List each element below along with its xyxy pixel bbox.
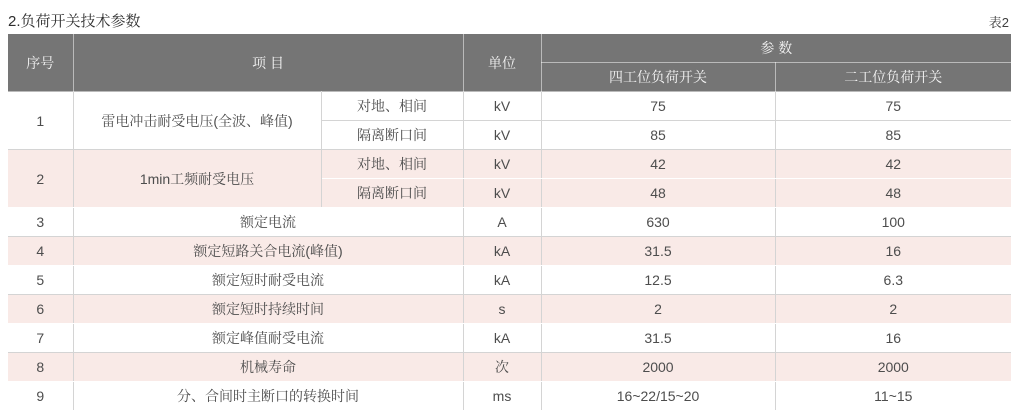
sub-item-cell: 对地、相间 xyxy=(321,92,463,121)
sub-item-cell: 隔离断口间 xyxy=(321,179,463,208)
value-four-position-cell: 2 xyxy=(541,295,775,324)
value-two-position-cell: 2 xyxy=(775,295,1011,324)
item-cell: 额定短时耐受电流 xyxy=(73,266,463,295)
row-number-cell: 4 xyxy=(8,237,73,266)
table-row xyxy=(8,324,1011,353)
unit-cell: kA xyxy=(463,266,541,295)
item-cell: 额定电流 xyxy=(73,208,463,237)
row-number-cell: 6 xyxy=(8,295,73,324)
item-cell: 1min工频耐受电压 xyxy=(73,150,321,208)
unit-cell: kV xyxy=(463,92,541,121)
unit-cell: s xyxy=(463,295,541,324)
value-two-position-cell: 75 xyxy=(775,92,1011,121)
sub-item-cell: 隔离断口间 xyxy=(321,121,463,150)
value-four-position-cell: 31.5 xyxy=(541,237,775,266)
row-number-cell: 5 xyxy=(8,266,73,295)
row-number-cell: 1 xyxy=(8,92,73,150)
row-number-cell: 9 xyxy=(8,382,73,410)
row-number-cell: 8 xyxy=(8,353,73,382)
item-cell: 雷电冲击耐受电压(全波、峰值) xyxy=(73,92,321,150)
value-two-position-cell: 100 xyxy=(775,208,1011,237)
table-row xyxy=(8,295,1011,324)
unit-cell: kV xyxy=(463,150,541,179)
item-cell: 额定峰值耐受电流 xyxy=(73,324,463,353)
table-row xyxy=(8,353,1011,382)
value-four-position-cell: 75 xyxy=(541,92,775,121)
value-four-position-cell: 48 xyxy=(541,179,775,208)
table-row xyxy=(8,382,1011,410)
value-two-position-cell: 16 xyxy=(775,324,1011,353)
item-cell: 额定短路关合电流(峰值) xyxy=(73,237,463,266)
table-row xyxy=(8,208,1011,237)
unit-cell: kA xyxy=(463,324,541,353)
header-col-four-position: 四工位负荷开关 xyxy=(541,63,775,92)
value-two-position-cell: 6.3 xyxy=(775,266,1011,295)
parameters-table xyxy=(8,34,1011,410)
value-four-position-cell: 85 xyxy=(541,121,775,150)
unit-cell: 次 xyxy=(463,353,541,382)
table-row xyxy=(8,92,1011,121)
title-bar xyxy=(0,0,1013,34)
value-four-position-cell: 16~22/15~20 xyxy=(541,382,775,410)
value-four-position-cell: 42 xyxy=(541,150,775,179)
section-title: 2.负荷开关技术参数 xyxy=(8,13,141,30)
item-cell: 机械寿命 xyxy=(73,353,463,382)
unit-cell: kV xyxy=(463,121,541,150)
row-number-cell: 7 xyxy=(8,324,73,353)
unit-cell: A xyxy=(463,208,541,237)
table-row xyxy=(8,266,1011,295)
value-four-position-cell: 12.5 xyxy=(541,266,775,295)
item-cell: 额定短时持续时间 xyxy=(73,295,463,324)
value-two-position-cell: 16 xyxy=(775,237,1011,266)
header-col-unit: 单位 xyxy=(463,34,541,92)
value-two-position-cell: 2000 xyxy=(775,353,1011,382)
value-four-position-cell: 31.5 xyxy=(541,324,775,353)
unit-cell: kA xyxy=(463,237,541,266)
table-number-label: 表2 xyxy=(988,15,1009,30)
value-two-position-cell: 42 xyxy=(775,150,1011,179)
header-col-param: 参 数 xyxy=(541,34,1011,63)
row-number-cell: 2 xyxy=(8,150,73,208)
value-four-position-cell: 2000 xyxy=(541,353,775,382)
row-number-cell: 3 xyxy=(8,208,73,237)
header-row-top xyxy=(8,34,1011,63)
value-two-position-cell: 48 xyxy=(775,179,1011,208)
value-two-position-cell: 85 xyxy=(775,121,1011,150)
sub-item-cell: 对地、相间 xyxy=(321,150,463,179)
header-col-no: 序号 xyxy=(8,34,73,92)
header-col-two-position: 二工位负荷开关 xyxy=(775,63,1011,92)
value-two-position-cell: 11~15 xyxy=(775,382,1011,410)
unit-cell: ms xyxy=(463,382,541,410)
unit-cell: kV xyxy=(463,179,541,208)
value-four-position-cell: 630 xyxy=(541,208,775,237)
table-row xyxy=(8,150,1011,179)
item-cell: 分、合间时主断口的转换时间 xyxy=(73,382,463,410)
table-row xyxy=(8,237,1011,266)
header-col-item: 项 目 xyxy=(73,34,463,92)
